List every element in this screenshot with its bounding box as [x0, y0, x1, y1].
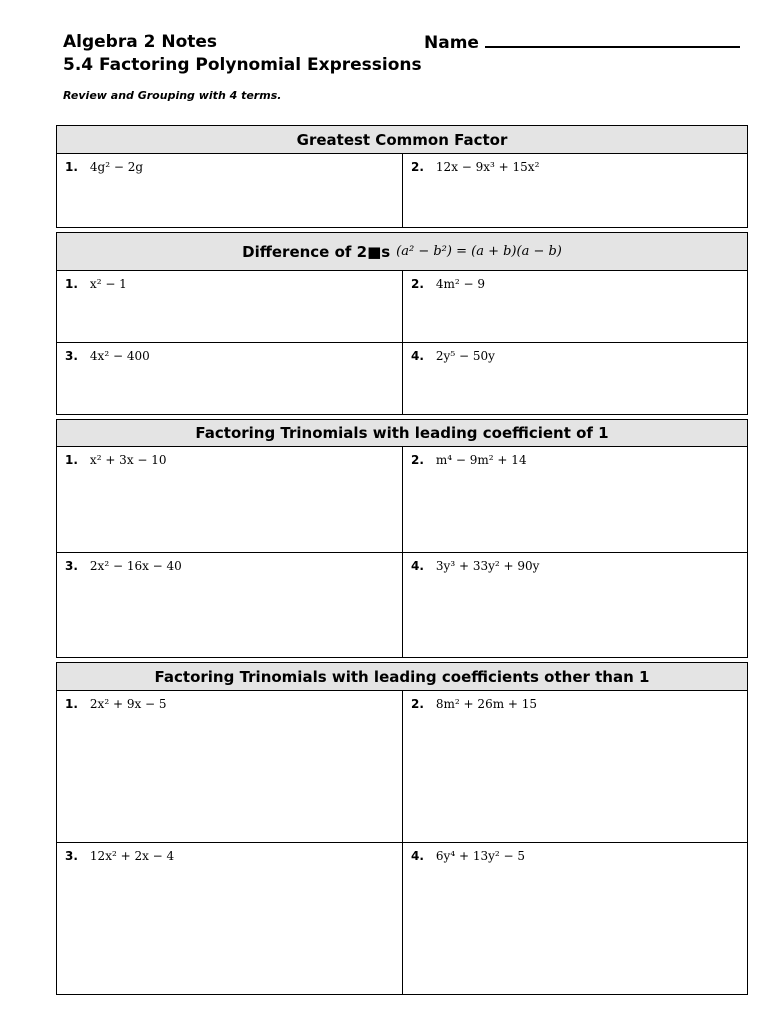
problem-cell[interactable]	[402, 553, 747, 657]
problem-number: 4.	[411, 849, 424, 863]
problem-cell[interactable]	[402, 154, 747, 227]
problem-row	[57, 154, 747, 227]
problem-number: 1.	[65, 697, 78, 711]
problem-number: 3.	[65, 559, 78, 573]
section-title	[57, 126, 747, 154]
problem-expression: 12x − 9x³ + 15x²	[435, 160, 540, 174]
section-formula: (a² − b²) = (a + b)(a − b)	[396, 244, 562, 259]
problem-expression: 12x² + 2x − 4	[89, 849, 175, 863]
problem-number: 1.	[65, 277, 78, 291]
problem-row	[57, 842, 747, 994]
lesson-title: 5.4 Factoring Polynomial Expressions	[63, 55, 422, 75]
problem-cell[interactable]	[402, 271, 747, 342]
problem-expression: 4m² − 9	[435, 277, 486, 291]
section-title	[57, 233, 747, 271]
problem-cell[interactable]	[57, 843, 402, 994]
problem-number: 2.	[411, 160, 424, 174]
course-title: Algebra 2 Notes	[63, 32, 218, 52]
problem-number: 1.	[65, 160, 78, 174]
problem-number: 4.	[411, 349, 424, 363]
problem-expression: 8m² + 26m + 15	[435, 697, 538, 711]
problem-expression: 4g² − 2g	[89, 160, 144, 174]
section-gcf	[56, 125, 748, 228]
problem-expression: x² − 1	[89, 277, 127, 291]
problem-expression: 2y⁵ − 50y	[435, 349, 495, 363]
problem-expression: 4x² − 400	[89, 349, 150, 363]
name-label: Name	[424, 33, 479, 53]
problem-cell[interactable]	[57, 271, 402, 342]
section-trinomials-coefficient-other	[56, 662, 748, 995]
problem-number: 1.	[65, 453, 78, 467]
section-title-text: Factoring Trinomials with leading coefficients other than 1	[154, 667, 650, 686]
problem-row	[57, 342, 747, 414]
section-title-text: Difference of 2■s	[242, 242, 391, 261]
subtitle: Review and Grouping with 4 terms.	[63, 89, 282, 102]
problem-cell[interactable]	[402, 447, 747, 552]
name-field	[424, 32, 740, 53]
problem-expression: 3y³ + 33y² + 90y	[435, 559, 540, 573]
problem-number: 3.	[65, 849, 78, 863]
problem-number: 2.	[411, 277, 424, 291]
problem-expression: 2x² + 9x − 5	[89, 697, 167, 711]
problem-cell[interactable]	[57, 553, 402, 657]
problem-expression: 2x² − 16x − 40	[89, 559, 182, 573]
problem-number: 2.	[411, 697, 424, 711]
problem-expression: m⁴ − 9m² + 14	[435, 453, 527, 467]
problem-cell[interactable]	[57, 447, 402, 552]
section-difference-of-squares	[56, 232, 748, 415]
problem-cell[interactable]	[57, 154, 402, 227]
problem-expression: x² + 3x − 10	[89, 453, 167, 467]
section-title-text: Greatest Common Factor	[296, 130, 508, 149]
problem-number: 4.	[411, 559, 424, 573]
problem-number: 2.	[411, 453, 424, 467]
section-title	[57, 420, 747, 447]
problem-expression: 6y⁴ + 13y² − 5	[435, 849, 526, 863]
problem-cell[interactable]	[402, 343, 747, 414]
problem-row	[57, 447, 747, 552]
problem-cell[interactable]	[402, 691, 747, 842]
problem-row	[57, 691, 747, 842]
problem-cell[interactable]	[402, 843, 747, 994]
section-title	[57, 663, 747, 691]
name-blank-line[interactable]	[485, 32, 740, 48]
problem-row	[57, 552, 747, 657]
problem-number: 3.	[65, 349, 78, 363]
problem-cell[interactable]	[57, 691, 402, 842]
header-block	[63, 32, 422, 75]
section-title-text: Factoring Trinomials with leading coefficient of 1	[195, 424, 609, 442]
section-trinomials-coefficient-1	[56, 419, 748, 658]
problem-row	[57, 271, 747, 342]
problem-cell[interactable]	[57, 343, 402, 414]
